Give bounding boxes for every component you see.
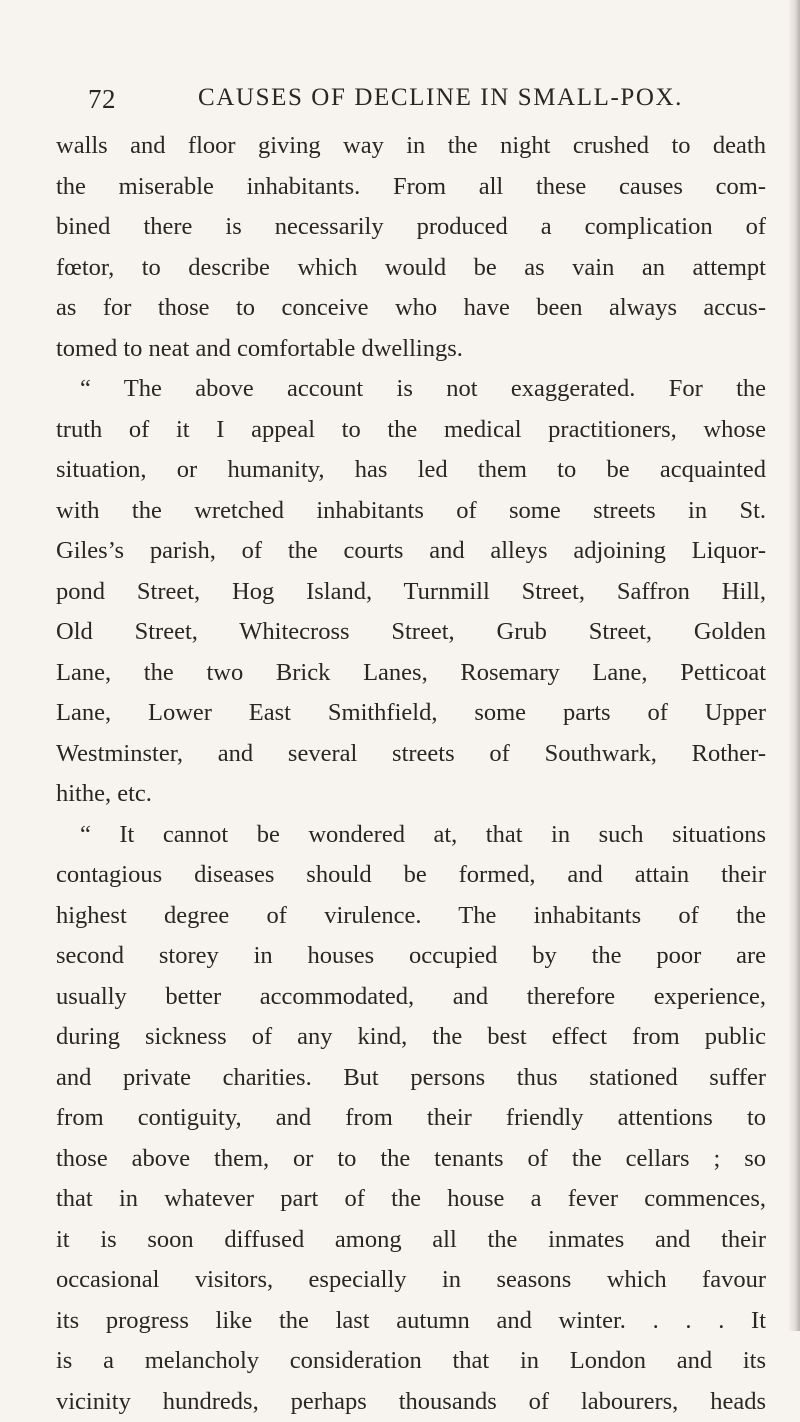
text-line: tomed to neat and comfortable dwellings.	[56, 329, 766, 370]
text-line: Lane, the two Brick Lanes, Rosemary Lane, Petticoat	[56, 653, 766, 694]
text-line: hithe, etc.	[56, 774, 766, 815]
text-line: that in whatever part of the house a fever commences,	[56, 1179, 766, 1220]
text-line: walls and floor giving way in the night crushed to death	[56, 126, 766, 167]
text-line: as for those to conceive who have been always accus-	[56, 288, 766, 329]
text-line: second storey in houses occupied by the poor are	[56, 936, 766, 977]
text-line: with the wretched inhabitants of some streets in St.	[56, 491, 766, 532]
text-line: usually better accommodated, and therefore experience,	[56, 977, 766, 1018]
text-line: and private charities. But persons thus stationed suffer	[56, 1058, 766, 1099]
text-line: fœtor, to describe which would be as vain an attempt	[56, 248, 766, 289]
running-head: CAUSES OF DECLINE IN SMALL-POX.	[198, 84, 683, 112]
text-line: its progress like the last autumn and winter. . . . It	[56, 1301, 766, 1342]
text-line: from contiguity, and from their friendly attentions to	[56, 1098, 766, 1139]
text-line: is a melancholy consideration that in London and its	[56, 1341, 766, 1382]
text-line: Westminster, and several streets of Southwark, Rother-	[56, 734, 766, 775]
text-line: during sickness of any kind, the best effect from public	[56, 1017, 766, 1058]
text-line: Giles’s parish, of the courts and alleys adjoining Liquor-	[56, 531, 766, 572]
text-line: the miserable inhabitants. From all these causes com-	[56, 167, 766, 208]
text-line: contagious diseases should be formed, and attain their	[56, 855, 766, 896]
text-line: truth of it I appeal to the medical practitioners, whose	[56, 410, 766, 451]
page-header	[88, 84, 728, 124]
text-line: Old Street, Whitecross Street, Grub Street, Golden	[56, 612, 766, 653]
text-line: occasional visitors, especially in seasons which favour	[56, 1260, 766, 1301]
text-line: situation, or humanity, has led them to be acquainted	[56, 450, 766, 491]
text-line: Lane, Lower East Smithfield, some parts of Upper	[56, 693, 766, 734]
text-line: “ It cannot be wondered at, that in such situations	[56, 815, 766, 856]
text-line: highest degree of virulence. The inhabitants of the	[56, 896, 766, 937]
text-line: those above them, or to the tenants of the cellars ; so	[56, 1139, 766, 1180]
text-line: it is soon diffused among all the inmates and their	[56, 1220, 766, 1261]
text-line: “ The above account is not exaggerated. For the	[56, 369, 766, 410]
page-number: 72	[88, 84, 116, 115]
text-line: pond Street, Hog Island, Turnmill Street, Saffron Hill,	[56, 572, 766, 613]
body-text	[56, 126, 766, 1422]
page-edge-shadow	[788, 0, 800, 1331]
text-line: vicinity hundreds, perhaps thousands of labourers, heads	[56, 1382, 766, 1422]
text-line: bined there is necessarily produced a complication of	[56, 207, 766, 248]
